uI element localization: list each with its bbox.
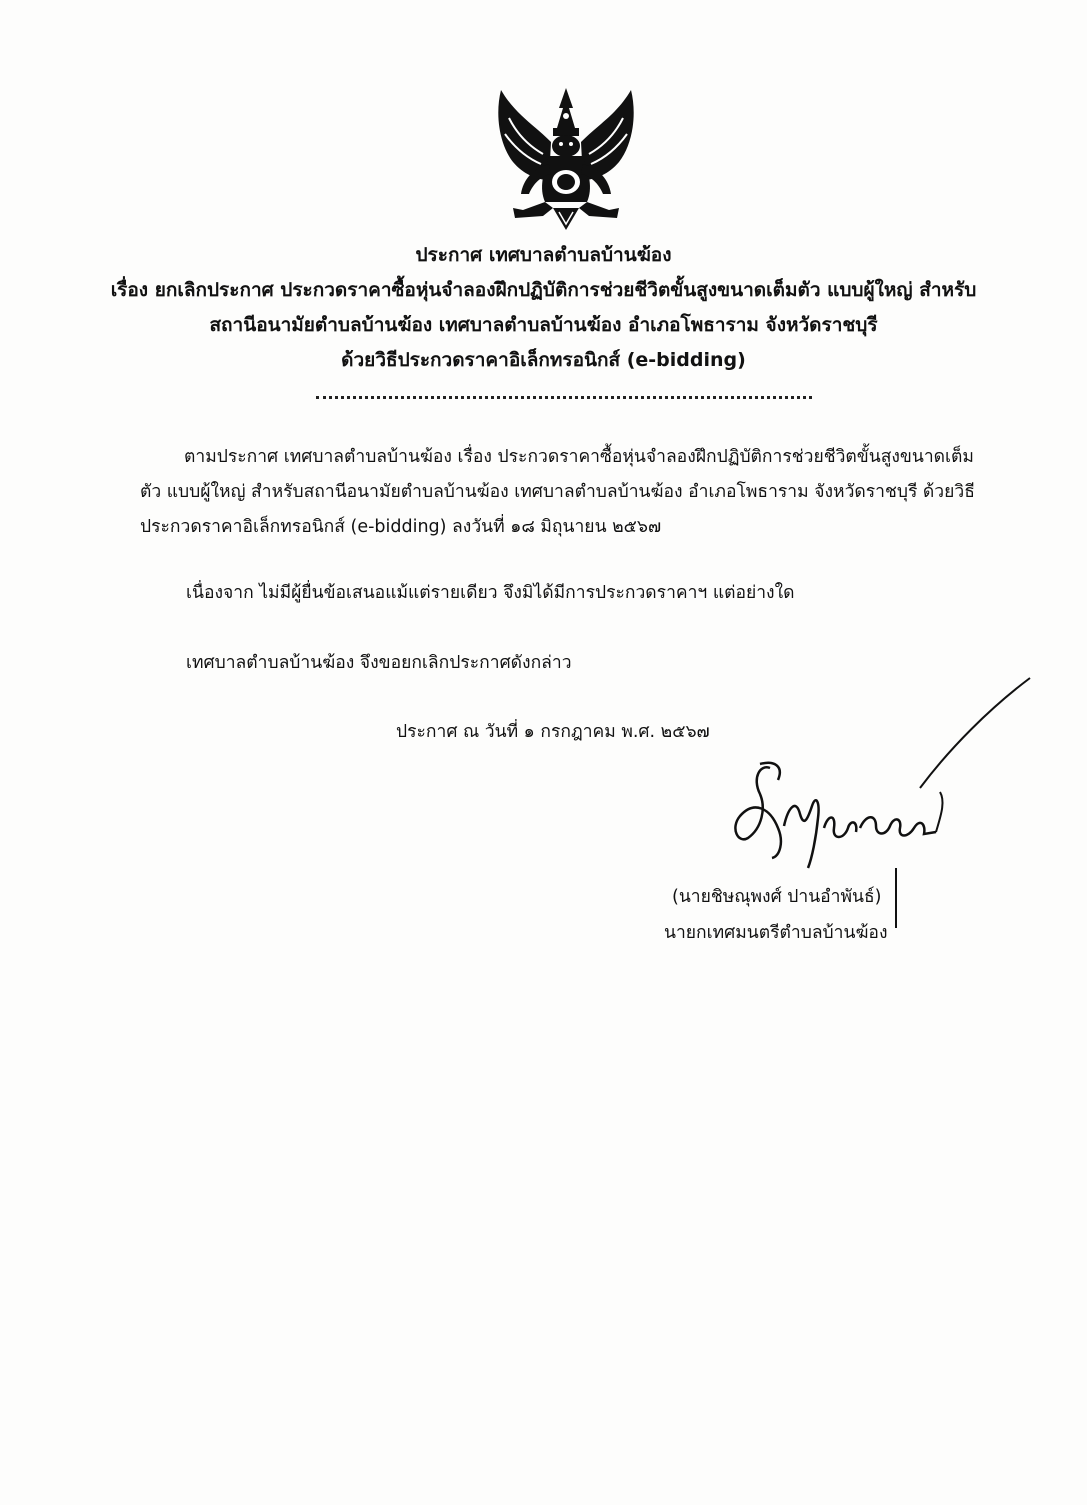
body-paragraph-reason: เนื่องจาก ไม่มีผู้ยื่นข้อเสนอแม้แต่รายเดียว จึงมิได้มีการประกวดราคาฯ แต่อย่างใด (186, 583, 795, 603)
paragraph-line: ประกวดราคาอิเล็กทรอนิกส์ (e-bidding) ลงวันที่ ๑๘ มิถุนายน ๒๕๖๗ (140, 517, 662, 537)
header-subject-line3: ด้วยวิธีประกวดราคาอิเล็กทรอนิกส์ (e-bidding) (341, 349, 746, 371)
announcement-date: ประกาศ ณ วันที่ ๑ กรกฎาคม พ.ศ. ๒๕๖๗ (396, 722, 710, 742)
header-subject-line2: สถานีอนามัยตำบลบ้านฆ้อง เทศบาลตำบลบ้านฆ้อง อำเภอโพธาราม จังหวัดราชบุรี (209, 314, 878, 336)
dotted-divider (316, 396, 812, 399)
announcement-header (60, 238, 1027, 378)
paragraph-line: ตามประกาศ เทศบาลตำบลบ้านฆ้อง เรื่อง ประกวดราคาซื้อหุ่นจำลองฝึกปฏิบัติการช่วยชีวิตขั้นสูงขนาดเต็ม (184, 447, 974, 467)
signer-title: นายกเทศมนตรีตำบลบ้านฆ้อง (664, 923, 888, 943)
header-title: ประกาศ เทศบาลตำบลบ้านฆ้อง (415, 244, 672, 266)
body-paragraph-cancellation: เทศบาลตำบลบ้านฆ้อง จึงขอยกเลิกประกาศดังกล่าว (186, 653, 572, 673)
signer-name: (นายชิษณุพงศ์ ปานอำพันธ์) (672, 887, 882, 907)
header-subject: เรื่อง ยกเลิกประกาศ ประกวดราคาซื้อหุ่นจำลองฝึกปฏิบัติการช่วยชีวิตขั้นสูงขนาดเต็มตัว แบบผู้ใหญ่ สำหรับ (110, 279, 977, 301)
paragraph-line: ตัว แบบผู้ใหญ่ สำหรับสถานีอนามัยตำบลบ้านฆ้อง เทศบาลตำบลบ้านฆ้อง อำเภอโพธาราม จังหวัดราชบุรี ด้วยวิธี (140, 482, 975, 502)
garuda-emblem-icon (493, 84, 639, 232)
body-paragraph-reference (140, 440, 1000, 545)
